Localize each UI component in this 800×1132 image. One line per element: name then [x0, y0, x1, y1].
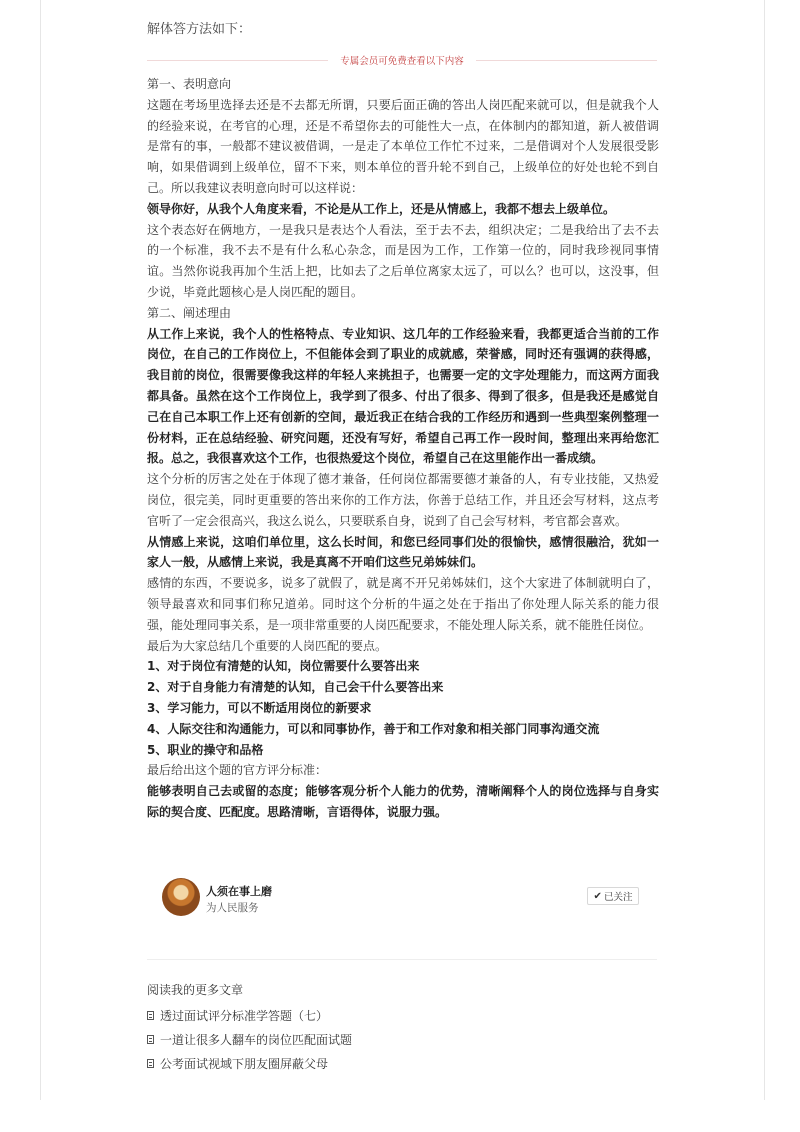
list-item[interactable] — [147, 1029, 657, 1049]
more-articles-title: 阅读我的更多文章 — [147, 983, 244, 997]
check-icon: ✔ — [593, 890, 602, 902]
paragraph: 领导你好，从我个人角度来看，不论是从工作上，还是从情感上，我都不想去上级单位。 — [147, 201, 616, 216]
paragraph: 最后给出这个题的官方评分标准： — [147, 763, 328, 778]
paragraph: 2、对于自身能力有清楚的认知，自己会干什么要答出来 — [147, 680, 444, 695]
paragraph: 能够表明自己去或留的态度；能够客观分析个人能力的优势，清晰阐释个人的岗位选择与自身实际的契合度、匹配度。思路清晰，言语得体，说服力强。 — [147, 784, 659, 819]
author-card — [162, 878, 642, 918]
truncated-text: 解体答方法如下： — [147, 22, 252, 37]
section-divider — [147, 959, 657, 960]
follow-label: 已关注 — [603, 892, 633, 903]
article-link[interactable]: 一道让很多人翻车的岗位匹配面试题 — [160, 1032, 353, 1047]
author-description: 为人民服务 — [206, 902, 259, 914]
paragraph: 感情的东西，不要说多，说多了就假了，就是离不开兄弟姊妹们，这个大家进了体制就明白了，领导最喜欢和同事们称兄道弟。同时这个分析的牛逼之处在于指出了你处理人际关系的能力很强，能处理同事关系，是一项非常重要的人岗匹配要求，不能处理人际关系，就不能胜任岗位。 — [147, 576, 659, 632]
article-link[interactable]: 透过面试评分标准学答题（七） — [160, 1008, 329, 1023]
follow-button[interactable] — [587, 887, 639, 905]
paragraph: 1、对于岗位有清楚的认知，岗位需要什么要答出来 — [147, 659, 420, 674]
avatar[interactable] — [162, 878, 200, 916]
truncated-line — [147, 22, 657, 42]
article-link[interactable]: 公考面试视域下朋友圈屏蔽父母 — [160, 1056, 329, 1071]
notice-divider-left — [147, 60, 328, 61]
paragraph: 这题在考场里选择去还是不去都无所谓，只要后面正确的答出人岗匹配来就可以，但是就我个人的经验来说，在考官的心理，还是不希望你去的可能性大一点，在体制内的都知道，新人被借调是常有的事，一般都不建议被借调，一是走了本单位工作忙不过来，二是借调对个人发展很受影响，如果借调到上级单位，留不下来，则本单位的晋升轮不到自己，上级单位的好处也轮不到自己。所以我建议表明意向时可以这样说： — [147, 97, 659, 195]
list-item[interactable] — [147, 1053, 657, 1073]
paragraph: 从情感上来说，这咱们单位里，这么长时间，和您已经同事们处的很愉快，感情很融洽，犹如一家人一般，从感情上来说，我是真离不开咱们这些兄弟姊妹们。 — [147, 534, 659, 570]
paragraph: 3、学习能力，可以不断适用岗位的新要求 — [147, 700, 372, 715]
document-icon — [147, 1059, 154, 1068]
member-notice-text: 专属会员可免费查看以下内容 — [340, 56, 464, 67]
article-body — [147, 74, 659, 823]
document-icon — [147, 1011, 154, 1020]
member-notice — [147, 52, 657, 68]
paragraph: 这个表态好在俩地方，一是我只是表达个人看法，至于去不去，组织决定；二是我给出了去不去的一个标准，我不去不是有什么私心杂念，而是因为工作，工作第一位的，同时我珍视同事情谊。当然你说我再加个生活上把，比如去了之后单位离家太远了，可以么？也可以，这没事，但少说，毕竟此题核心是人岗匹配的题目。 — [147, 222, 659, 299]
paragraph: 第一、表明意向 — [147, 77, 232, 91]
paragraph: 第二、阐述理由 — [147, 305, 232, 320]
document-icon — [147, 1035, 154, 1044]
notice-divider-right — [476, 60, 657, 61]
paragraph: 5、职业的操守和品格 — [147, 742, 264, 757]
paragraph: 最后为大家总结几个重要的人岗匹配的要点。 — [147, 638, 388, 653]
paragraph: 从工作上来说，我个人的性格特点、专业知识、这几年的工作经验来看，我都更适合当前的工作岗位，在自己的工作岗位上，不但能体会到了职业的成就感，荣誉感，同时还有强调的获得感，我目前的岗位，很需要像我这样的年轻人来挑担子，也需要一定的文字处理能力，而这两方面我都具备。虽然在这个工作岗位上，我学到了很多、付出了很多、得到了很多，但是我还是感觉自己在自己本职工作上还有创新的空间，最近我正在结合我的工作经历和遇到一些典型案例整理一份材料，正在总结经验、研究问题，还没有写好，希望自己再工作一段时间，整理出来再给您汇报。总之，我很喜欢这个工作，也很热爱这个岗位，希望自己在这里能作出一番成绩。 — [147, 326, 659, 466]
paragraph: 这个分析的厉害之处在于体现了德才兼备，任何岗位都需要德才兼备的人，有专业技能，又热爱岗位，很完美，同时更重要的答出来你的工作方法，你善于总结工作，并且还会写材料，这点考官听了一定会很高兴，我这么说么，只要联系自身，说到了自己会写材料，考官都会喜欢。 — [147, 472, 659, 528]
author-name[interactable]: 人须在事上磨 — [206, 885, 272, 898]
paragraph: 4、人际交往和沟通能力，可以和同事协作，善于和工作对象和相关部门同事沟通交流 — [147, 721, 600, 736]
more-articles-list — [147, 1005, 657, 1077]
list-item[interactable] — [147, 1005, 657, 1025]
